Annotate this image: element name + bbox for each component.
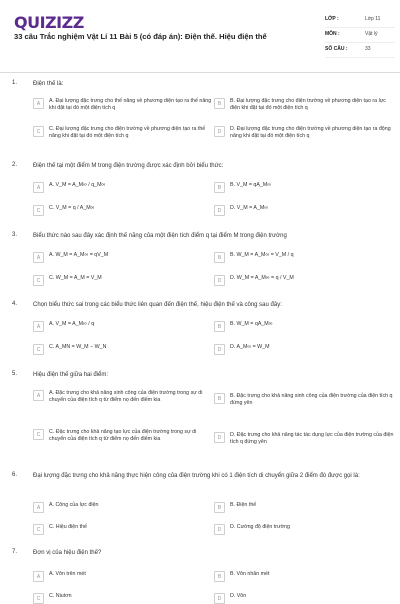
question-number: 5. — [12, 371, 18, 377]
question-text: Chọn biểu thức sai trong các biểu thức liên quan đến điện thế, hiệu điện thế và công sau đây: — [33, 302, 282, 308]
option-a[interactable] — [33, 98, 213, 112]
option-letter: B — [214, 502, 225, 513]
option-letter: B — [214, 393, 225, 404]
option-d[interactable] — [214, 275, 394, 286]
option-letter: A — [33, 321, 44, 332]
meta-value: 33 — [365, 46, 371, 52]
option-c[interactable] — [33, 205, 213, 216]
option-letter: D — [214, 275, 225, 286]
option-text: C. Niutơn — [49, 593, 72, 599]
option-letter: D — [214, 593, 225, 604]
option-c[interactable] — [33, 524, 213, 535]
question-text: Đơn vị của hiệu điện thế? — [33, 550, 102, 556]
option-text: B. Đặc trưng cho khả năng sinh công của điện trường của điện tích q đứng yên — [230, 393, 393, 406]
option-d[interactable] — [214, 432, 394, 446]
option-text: C. W_M = A_M = V_M — [49, 275, 102, 281]
meta-box — [325, 13, 395, 58]
question-number: 4. — [12, 301, 18, 307]
option-text: A. Đặc trưng cho khả năng sinh công của điện trường trong sự di chuyển của điện tích q từ điểm nọ đến điểm kia — [49, 390, 203, 403]
option-b[interactable] — [214, 393, 394, 407]
option-letter: B — [214, 98, 225, 109]
question-text: Biểu thức nào sau đây xác định thế năng của một điện tích điểm q tại điểm M trong điện trường — [33, 233, 287, 239]
question-text: Hiệu điện thế giữa hai điểm: — [33, 372, 109, 378]
option-letter: C — [33, 524, 44, 535]
meta-label: LỚP : — [325, 16, 339, 22]
question-number: 1. — [12, 80, 18, 86]
option-text: B. W_M = qA_M∞ — [230, 321, 273, 327]
option-text: D. A_M∞ = W_M — [230, 344, 270, 350]
option-letter: B — [214, 321, 225, 332]
meta-row-subject — [325, 28, 395, 43]
option-letter: C — [33, 205, 44, 216]
option-a[interactable] — [33, 321, 213, 332]
option-a[interactable] — [33, 571, 213, 582]
option-text: D. Đại lượng đặc trưng cho điện trường về phương diện tạo ra động năng khi đặt tại đó một điện tích q — [230, 126, 391, 139]
option-letter: D — [214, 524, 225, 535]
worksheet-header — [0, 0, 400, 73]
question-number: 3. — [12, 232, 18, 238]
option-d[interactable] — [214, 205, 394, 216]
option-text: D. Vôn — [230, 593, 247, 599]
option-b[interactable] — [214, 252, 394, 263]
option-text: C. Đặc trưng cho khả năng tạo lực của điện trường trong sự di chuyển của điện tích q từ điểm nọ đến điểm kia — [49, 429, 197, 442]
question-number: 2. — [12, 162, 18, 168]
option-letter: B — [214, 571, 225, 582]
option-text: D. Đặc trưng cho khả năng tác tác dụng lực của điện trường của điện tích q đứng yên — [230, 432, 394, 445]
option-d[interactable] — [214, 126, 394, 140]
option-b[interactable] — [214, 571, 394, 582]
option-letter: C — [33, 429, 44, 440]
option-letter: D — [214, 344, 225, 355]
option-text: A. V_M = A_M∞ / q_M∞ — [49, 182, 106, 188]
option-letter: A — [33, 571, 44, 582]
meta-row-count — [325, 43, 395, 58]
option-d[interactable] — [214, 593, 394, 604]
option-text: B. V_M = qA_M∞ — [230, 182, 272, 188]
option-b[interactable] — [214, 502, 394, 513]
option-text: D. V_M = A_M∞ — [230, 205, 269, 211]
option-text: B. Vôn nhân mét — [230, 571, 270, 577]
option-text: C. Hiệu điện thế — [49, 524, 87, 530]
question-text: Điện thế là: — [33, 81, 64, 87]
option-c[interactable] — [33, 126, 213, 140]
option-d[interactable] — [214, 524, 394, 535]
meta-label: SỐ CÂU : — [325, 46, 348, 52]
option-text: C. V_M = q / A_M∞ — [49, 205, 95, 211]
option-letter: A — [33, 98, 44, 109]
option-text: A. Vôn trên mét — [49, 571, 86, 577]
question-text: Đại lượng đặc trưng cho khả năng thực hiện công của điện trường khi có 1 điện tích di chuyển giữa 2 điểm đó được gọi là: — [33, 473, 360, 479]
option-letter: C — [33, 593, 44, 604]
quizizz-logo: QUIZIZZ — [14, 13, 84, 32]
option-text: D. Cường độ điện trường — [230, 524, 290, 530]
option-letter: A — [33, 182, 44, 193]
option-letter: B — [214, 252, 225, 263]
option-a[interactable] — [33, 502, 213, 513]
option-letter: D — [214, 205, 225, 216]
option-text: B. W_M = A_M∞ = V_M / q — [230, 252, 294, 258]
option-text: A. Đại lượng đặc trưng cho thế năng về phương diện tạo ra thế năng khi đặt tại đó một điện tích q — [49, 98, 212, 111]
question-text: Điện thế tại một điểm M trong điện trường được xác định bởi biểu thức: — [33, 163, 224, 169]
option-c[interactable] — [33, 593, 213, 604]
meta-label: MÔN : — [325, 31, 340, 37]
option-letter: C — [33, 126, 44, 137]
option-a[interactable] — [33, 252, 213, 263]
question-number: 6. — [12, 472, 18, 478]
option-letter: A — [33, 252, 44, 263]
meta-row-class — [325, 13, 395, 28]
option-c[interactable] — [33, 275, 213, 286]
option-d[interactable] — [214, 344, 394, 355]
meta-value: Vật lý — [365, 31, 378, 37]
option-letter: A — [33, 390, 44, 401]
option-text: A. Công của lực điện — [49, 502, 99, 508]
option-b[interactable] — [214, 321, 394, 332]
option-letter: A — [33, 502, 44, 513]
option-text: A. V_M = A_M∞ / q — [49, 321, 95, 327]
question-number: 7. — [12, 549, 18, 555]
option-text: B. Điện thế — [230, 502, 257, 508]
option-letter: B — [214, 182, 225, 193]
option-a[interactable] — [33, 390, 213, 404]
meta-value: Lớp 11 — [365, 16, 381, 22]
option-b[interactable] — [214, 98, 394, 112]
option-text: A. W_M = A_M∞ = qV_M — [49, 252, 109, 258]
option-text: C. Đại lượng đặc trưng cho điện trường về phương diện tạo ra thế năng khi đặt tại đó một điện tích q — [49, 126, 206, 139]
option-c[interactable] — [33, 429, 213, 443]
option-c[interactable] — [33, 344, 213, 355]
option-letter: C — [33, 344, 44, 355]
option-letter: C — [33, 275, 44, 286]
option-letter: D — [214, 432, 225, 443]
option-text: D. W_M = A_M∞ = q / V_M — [230, 275, 294, 281]
option-text: C. A_MN = W_M − W_N — [49, 344, 107, 350]
page-title: 33 câu Trắc nghiệm Vật Lí 11 Bài 5 (có đáp án): Điện thế. Hiệu điện thế — [14, 32, 267, 41]
option-b[interactable] — [214, 182, 394, 193]
option-letter: D — [214, 126, 225, 137]
option-a[interactable] — [33, 182, 213, 193]
option-text: B. Đại lượng đặc trưng cho điện trường về phương diện tạo ra lực điện khi đặt tại đó một điện tích q — [230, 98, 386, 111]
